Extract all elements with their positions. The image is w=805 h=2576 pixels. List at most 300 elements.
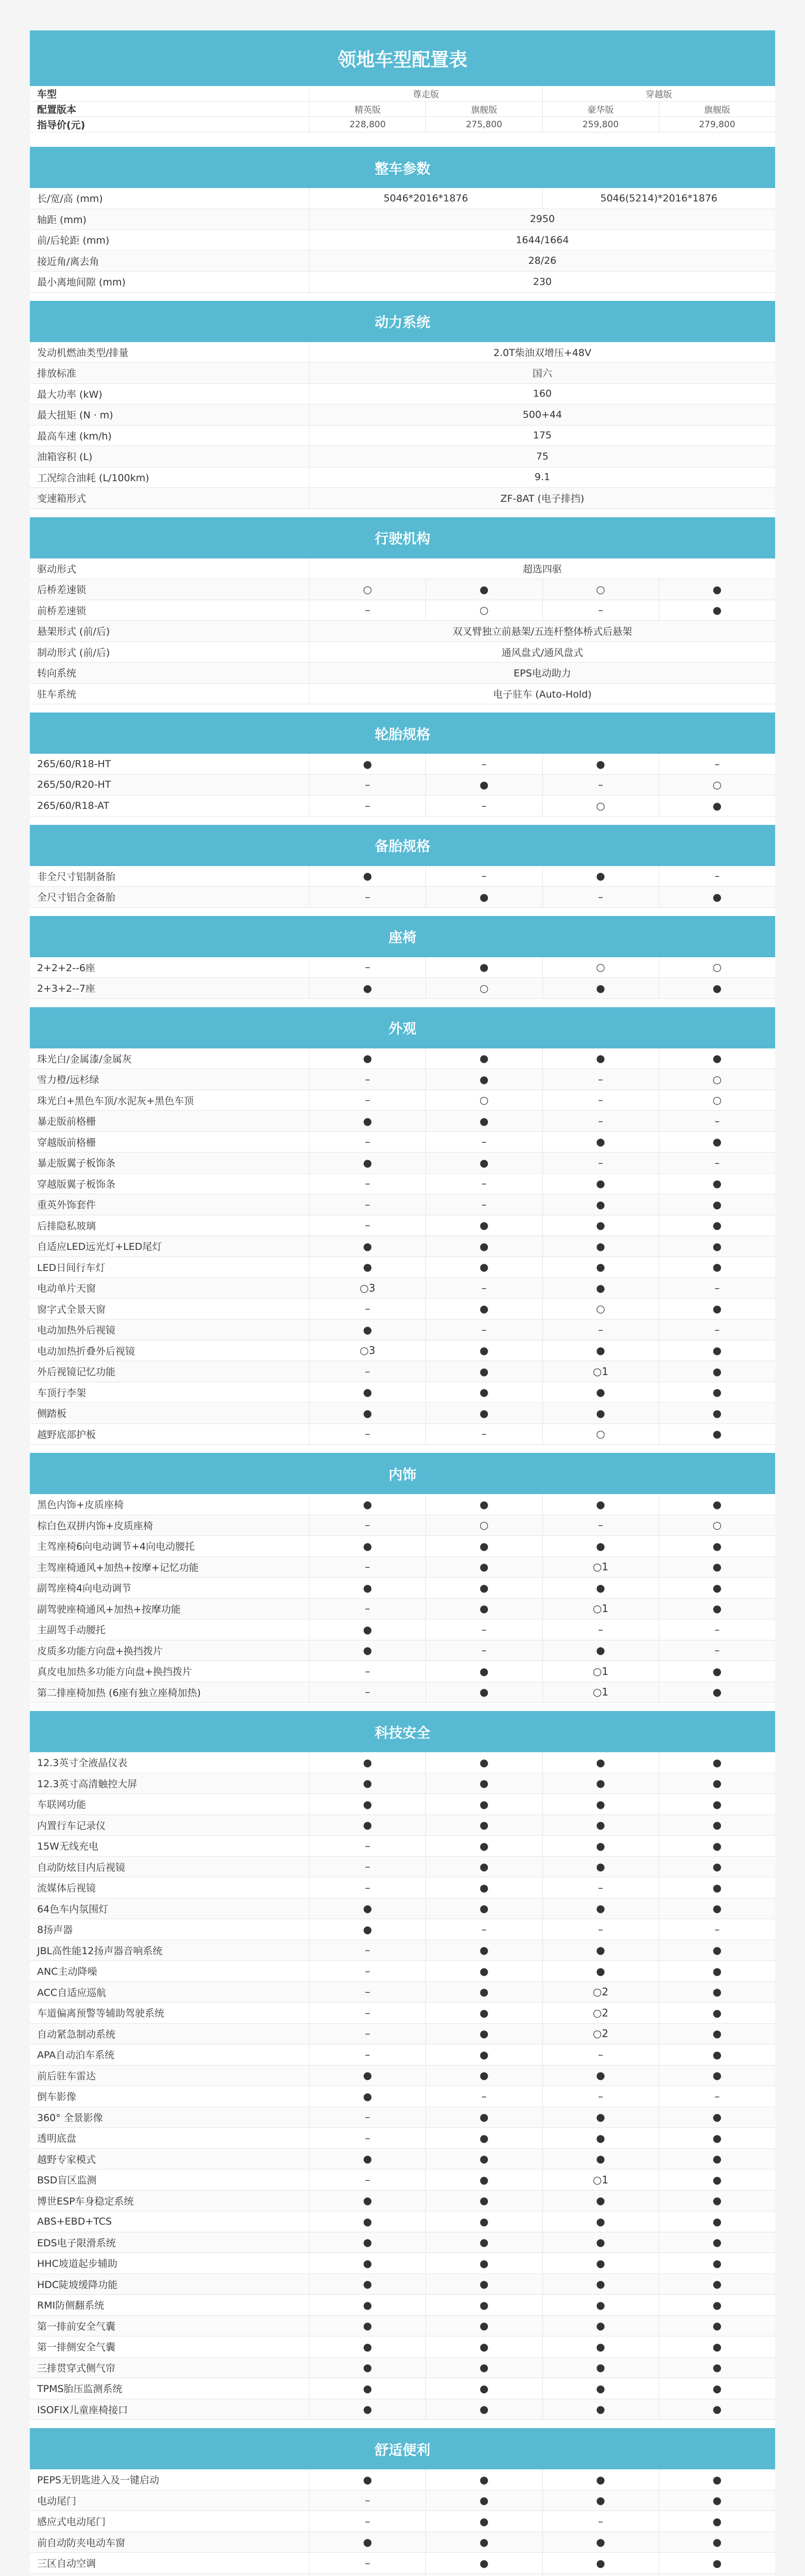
availability-mark: ● [425,2253,542,2274]
availability-mark: ● [542,1236,659,1257]
section-rows [30,188,775,293]
table-row [30,2107,775,2128]
table-row [30,1961,775,1982]
availability-mark: ○ [542,795,659,816]
availability-mark: ● [542,1048,659,1069]
spec-value: 通风盘式/通风盘式 [309,642,775,663]
table-row [30,1048,775,1070]
availability-mark: ● [309,2316,425,2336]
section-header: 座椅 [30,916,775,957]
availability-mark: ○ [542,957,659,978]
row-label: 最高车速 (km/h) [37,430,112,442]
availability-mark: ● [425,1494,542,1515]
row-label [30,2574,309,2576]
table-row [30,1494,775,1515]
header-model-row [30,86,775,101]
section-header: 整车参数 [30,147,775,188]
availability-mark: – [309,1515,425,1536]
spec-value: 9.1 [309,467,775,488]
table-row [30,1919,775,1940]
section-header: 科技安全 [30,1711,775,1752]
availability-mark: ● [309,1236,425,1257]
availability-mark: ● [425,1773,542,1794]
table-row [30,1857,775,1878]
table-row [30,1661,775,1682]
availability-mark: – [659,1619,775,1640]
availability-mark: ● [425,1752,542,1773]
row-label: 油箱容积 (L) [37,451,93,463]
table-row [30,2003,775,2024]
table-row [30,1899,775,1920]
table-row [30,1382,775,1403]
table-row [30,1515,775,1536]
availability-mark: – [425,1132,542,1153]
availability-mark: ● [309,2065,425,2086]
availability-mark: ● [425,957,542,978]
availability-mark: – [309,2107,425,2128]
availability-mark: ● [309,2232,425,2253]
version-name: 旗舰版 [425,101,542,116]
availability-mark: ● [425,2191,542,2211]
table-row [30,1174,775,1195]
row-label: 穿越版前格栅 [37,1137,96,1148]
spec-value: 电子驻车 (Auto-Hold) [309,684,775,704]
availability-mark: ● [659,887,775,907]
availability-mark: ● [425,1578,542,1598]
availability-mark: ● [659,1578,775,1598]
availability-mark: – [309,2511,425,2532]
availability-mark: – [659,1278,775,1298]
availability-mark: – [659,1919,775,1940]
availability-mark: ● [425,2295,542,2315]
section-header: 行驶机构 [30,517,775,558]
availability-mark: – [425,1640,542,1661]
availability-mark: – [309,1194,425,1215]
row-label: 越野底部护板 [37,1429,96,1440]
row-label: 三排贯穿式侧气帘 [37,2362,116,2374]
availability-mark: ● [542,1536,659,1556]
availability-mark: ● [425,1982,542,2003]
availability-mark: ● [425,887,542,907]
availability-mark: ● [542,1494,659,1515]
spec-value: 500+44 [309,404,775,425]
version-name: 豪华版 [542,101,659,116]
availability-mark: – [309,1557,425,1578]
availability-mark: ● [542,1940,659,1961]
availability-mark: ● [659,978,775,998]
availability-mark: ● [309,866,425,887]
availability-mark: ● [659,1982,775,2003]
availability-mark: ● [659,1557,775,1578]
availability-mark: – [659,1640,775,1661]
section-rows [30,558,775,705]
availability-mark: ● [425,1257,542,1278]
availability-mark: ● [659,1899,775,1919]
availability-mark: ● [542,2128,659,2148]
availability-mark: – [425,1919,542,1940]
availability-mark: ● [425,1899,542,1919]
row-label: 三区自动空调 [37,2558,96,2570]
availability-mark: – [542,1619,659,1640]
availability-mark: ● [542,2553,659,2573]
row-label: HDC陡坡缓降功能 [37,2279,118,2291]
availability-mark: ○ [425,1090,542,1111]
availability-mark: ● [542,1640,659,1661]
availability-mark: ● [425,2170,542,2190]
availability-mark: ● [659,1661,775,1682]
availability-mark: – [542,2086,659,2107]
availability-mark: ● [542,2378,659,2399]
availability-mark: ● [659,1752,775,1773]
availability-mark: – [425,1174,542,1194]
table-row [30,1619,775,1640]
availability-mark: ● [659,1961,775,1981]
availability-mark: ● [309,1257,425,1278]
table-row [30,978,775,999]
availability-mark: ● [659,1815,775,1836]
availability-mark: ○1 [542,1557,659,1578]
row-label: 第二排座椅加热 (6座有独立座椅加热) [37,1687,201,1699]
table-row [30,2316,775,2337]
availability-mark: ○1 [542,1682,659,1703]
row-label: 265/50/R20-HT [37,779,111,791]
availability-mark: ● [542,1815,659,1836]
availability-mark: – [309,1174,425,1194]
table-row [30,2086,775,2107]
availability-mark: – [309,1069,425,1090]
availability-mark: – [309,2553,425,2573]
availability-mark: – [309,1090,425,1111]
availability-mark: ● [659,2170,775,2190]
availability-mark: ○2 [542,1982,659,2003]
availability-mark: – [542,2044,659,2065]
availability-mark: – [659,2086,775,2107]
availability-mark: ● [659,1174,775,1194]
availability-mark: ● [659,1599,775,1619]
row-label: 长/宽/高 (mm) [37,193,103,205]
spec-value: ZF-8AT (电子排挡) [309,488,775,509]
row-label: 最小离地间隙 (mm) [37,277,126,289]
availability-mark: – [309,795,425,816]
table-row [30,446,775,467]
availability-mark: – [542,775,659,795]
row-label: 自动紧急制动系统 [37,2028,116,2040]
row-label: 感应式电动尾门 [37,2516,106,2528]
table-row [30,1341,775,1362]
availability-mark: – [542,600,659,621]
availability-mark: ● [659,1836,775,1856]
table-row [30,488,775,509]
row-label: 副驾座椅4向电动调节 [37,1583,132,1595]
availability-mark: ● [425,2358,542,2378]
availability-mark: ● [309,1153,425,1173]
availability-mark: ● [542,866,659,887]
availability-mark: ● [425,1215,542,1236]
table-row [30,209,775,230]
row-label: 窗字式全景天窗 [37,1303,106,1315]
version-name: 旗舰版 [659,101,775,116]
availability-mark: ● [659,1403,775,1423]
row-label: 15W无线充电 [37,1841,98,1853]
availability-mark: ○1 [542,1361,659,1382]
availability-mark: ● [542,754,659,774]
availability-mark: ● [309,1773,425,1794]
availability-mark: ● [542,978,659,998]
price-value: 279,800 [659,117,775,132]
section-rows [30,1752,775,2420]
table-row [30,1132,775,1153]
availability-mark: ● [425,1048,542,1069]
availability-mark: ○ [425,978,542,998]
availability-mark: – [425,2086,542,2107]
availability-mark: ● [309,2253,425,2274]
availability-mark: ● [309,754,425,774]
availability-mark: ● [425,2232,542,2253]
availability-mark: ● [425,1382,542,1403]
group-label: 穿越版 [542,86,776,101]
availability-mark [659,2574,775,2576]
availability-mark: ● [309,1536,425,1556]
availability-mark: ● [425,2065,542,2086]
availability-mark: – [309,2003,425,2023]
availability-mark: ● [542,1836,659,1856]
table-row [30,1069,775,1090]
availability-mark: – [309,2490,425,2511]
spec-value: EPS电动助力 [309,663,775,683]
spec-value: 5046(5214)*2016*1876 [542,188,776,209]
availability-mark [309,2574,425,2576]
row-label: 前/后轮距 (mm) [37,235,110,247]
availability-mark: ● [309,2358,425,2378]
table-row [30,426,775,447]
table-row [30,795,775,817]
availability-mark: – [425,1424,542,1445]
row-label: 12.3英寸高清触控大屏 [37,1778,138,1790]
availability-mark: ● [542,2211,659,2232]
table-row [30,384,775,405]
availability-mark: ● [659,1299,775,1319]
table-row [30,684,775,705]
spec-value: 国六 [309,363,775,383]
table-row [30,1836,775,1857]
availability-mark: – [542,1111,659,1131]
row-label: TPMS胎压监测系统 [37,2383,123,2395]
table-row [30,1640,775,1662]
availability-mark: ● [309,2399,425,2420]
availability-mark: ● [542,2316,659,2336]
table-row [30,1299,775,1320]
availability-mark: – [659,1111,775,1131]
availability-mark: – [542,1153,659,1173]
availability-mark: ● [425,1682,542,1703]
row-label: 珠光白+黑色车顶/水泥灰+黑色车顶 [37,1095,194,1107]
availability-mark: ● [309,2274,425,2295]
table-row [30,2024,775,2045]
row-label: 穿越版翼子板饰条 [37,1178,116,1190]
table-row [30,188,775,209]
availability-mark: ● [659,1236,775,1257]
row-label: 最大扭矩 (N · m) [37,410,113,421]
row-label: 第一排侧安全气囊 [37,2342,116,2353]
row-label: 皮质多功能方向盘+换挡拨片 [37,1645,163,1657]
table-row [30,251,775,272]
row-label: 车顶行李架 [37,1387,87,1399]
availability-mark: ● [659,2469,775,2490]
row-label: 2+3+2--7座 [37,983,95,995]
availability-mark: ● [659,2358,775,2378]
availability-mark: – [309,1599,425,1619]
availability-mark: – [309,1961,425,1981]
availability-mark: ● [542,2191,659,2211]
availability-mark: – [425,1319,542,1340]
availability-mark: ● [542,2149,659,2170]
row-label: HHC坡道起步辅助 [37,2258,117,2270]
availability-mark: ● [309,1048,425,1069]
availability-mark: ○1 [542,1661,659,1682]
availability-mark: ● [309,1111,425,1131]
row-label: 驻车系统 [37,688,77,700]
section-header: 外观 [30,1007,775,1048]
table-row [30,754,775,775]
availability-mark: – [425,795,542,816]
table-row [30,363,775,384]
section-rows [30,342,775,509]
availability-mark: – [425,754,542,774]
table-row [30,621,775,642]
table-row [30,2574,775,2576]
availability-mark: ● [542,2399,659,2420]
availability-mark: – [542,887,659,907]
availability-mark: ● [425,775,542,795]
row-label: ACC自适应巡航 [37,1987,107,1998]
row-label: 车道偏离预警等辅助驾驶系统 [37,2008,165,2020]
availability-mark: ○3 [309,1278,425,1298]
availability-mark: ● [542,2490,659,2511]
availability-mark: – [542,1515,659,1536]
row-label: 电动加热折叠外后视镜 [37,1345,135,1357]
table-row [30,2044,775,2065]
availability-mark: ● [542,1341,659,1361]
availability-mark: ● [309,1919,425,1940]
row-label: 265/60/R18-HT [37,758,111,770]
availability-mark: ● [659,2211,775,2232]
spec-value: 75 [309,446,775,467]
availability-mark: – [542,1919,659,1940]
table-row [30,2170,775,2191]
table-row [30,642,775,663]
row-label: 转向系统 [37,668,77,680]
table-row [30,1319,775,1341]
availability-mark: ● [659,2149,775,2170]
availability-mark: ● [659,2336,775,2357]
availability-mark: ○ [659,1069,775,1090]
availability-mark: ● [542,1578,659,1598]
availability-mark: ● [659,600,775,621]
spec-value: 5046*2016*1876 [309,188,542,209]
row-label: 全尺寸铝合金备胎 [37,892,116,904]
availability-mark: ● [542,1278,659,1298]
availability-mark: ● [425,1361,542,1382]
availability-mark: – [309,600,425,621]
row-label: 副驾驶座椅通风+加热+按摩功能 [37,1603,181,1615]
table-row [30,1752,775,1773]
section-header: 轮胎规格 [30,713,775,754]
availability-mark: ● [659,2044,775,2065]
row-label: ABS+EBD+TCS [37,2215,112,2227]
row-label: 2+2+2--6座 [37,962,95,974]
availability-mark: ○2 [542,2003,659,2023]
availability-mark: ● [659,795,775,816]
availability-mark: ● [659,2378,775,2399]
row-label: 自适应LED远光灯+LED尾灯 [37,1241,162,1253]
availability-mark: – [542,1090,659,1111]
group-label: 尊走版 [309,86,542,101]
availability-mark: – [309,1940,425,1961]
availability-mark: – [425,1194,542,1215]
availability-mark: ● [425,2490,542,2511]
availability-mark: – [542,1877,659,1898]
table-row [30,467,775,488]
availability-mark: ● [659,2128,775,2148]
availability-mark: ● [542,1752,659,1773]
model-label: 车型 [37,89,57,100]
price-label: 指导价(元) [37,120,85,131]
section-header: 内饰 [30,1453,775,1494]
table-row [30,1815,775,1836]
availability-mark: ● [542,2336,659,2357]
availability-mark: ● [659,2191,775,2211]
availability-mark: ● [659,2511,775,2532]
availability-mark: ● [425,1857,542,1877]
header-version-row [30,101,775,117]
availability-mark: ○ [659,775,775,795]
table-row [30,2469,775,2490]
availability-mark: ● [309,1403,425,1423]
availability-mark: ● [542,2232,659,2253]
availability-mark: – [425,1619,542,1640]
availability-mark: ● [659,1773,775,1794]
table-row [30,1257,775,1278]
row-label: 发动机燃油类型/排量 [37,347,129,359]
availability-mark: ● [425,2532,542,2553]
row-label: 主副驾手动腰托 [37,1624,106,1636]
availability-mark: ● [425,1069,542,1090]
availability-mark: ● [309,1752,425,1773]
row-label: 最大功率 (kW) [37,388,102,400]
availability-mark: – [425,866,542,887]
row-label: 排放标准 [37,368,77,380]
availability-mark: ● [659,1877,775,1898]
availability-mark: ● [659,2253,775,2274]
availability-mark: ● [425,579,542,600]
availability-mark: ● [309,1640,425,1661]
row-label: PEPS无钥匙进入及一键启动 [37,2475,159,2486]
availability-mark: ○1 [542,1599,659,1619]
availability-mark: ● [309,1794,425,1815]
table-row [30,1536,775,1557]
table-row [30,2490,775,2512]
availability-mark: ● [659,579,775,600]
availability-mark: ● [659,1132,775,1153]
availability-mark: – [309,887,425,907]
availability-mark: ● [425,1236,542,1257]
availability-mark: – [659,1153,775,1173]
row-label: 暴走版前格栅 [37,1116,96,1128]
table-row [30,2378,775,2399]
availability-mark: ● [659,2232,775,2253]
row-label: 前自动防夹电动车窗 [37,2537,126,2549]
availability-mark: – [542,2511,659,2532]
